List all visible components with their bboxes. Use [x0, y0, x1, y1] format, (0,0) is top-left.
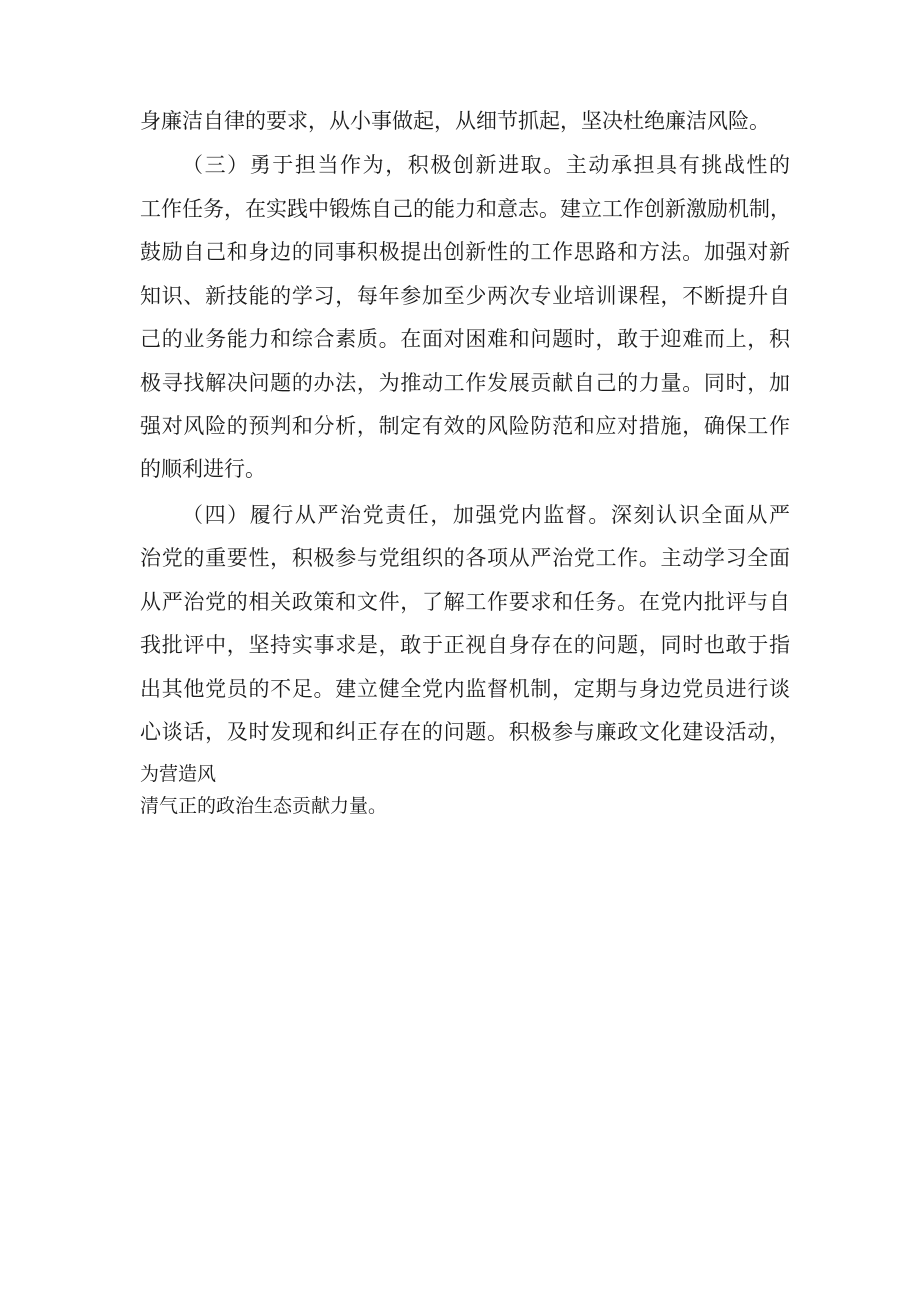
- paragraph-line: （四）履行从严治党责任，加强党内监督。深刻认识全面从严: [182, 503, 790, 527]
- paragraph-line: 鼓励自己和身边的同事积极提出创新性的工作思路和方法。加强对新: [140, 240, 790, 264]
- paragraph-line: 身廉洁自律的要求，从小事做起，从细节抓起，坚决杜绝廉洁风险。: [140, 109, 770, 133]
- paragraph-line: （三）勇于担当作为，积极创新进取。主动承担具有挑战性的: [182, 153, 790, 177]
- paragraph-line: 的顺利进行。: [140, 457, 266, 481]
- paragraph-line: 清气正的政治生态贡献力量。: [140, 795, 388, 817]
- paragraph-line: 我批评中，坚持实事求是，敢于正视自身存在的问题，同时也敢于指: [140, 633, 790, 657]
- paragraph-line: 出其他党员的不足。建立健全党内监督机制，定期与身边党员进行谈: [140, 677, 790, 701]
- paragraph-line: 心谈话，及时发现和纠正存在的问题。积极参与廉政文化建设活动，: [140, 720, 790, 744]
- paragraph-line: 极寻找解决问题的办法，为推动工作发展贡献自己的力量。同时，加: [140, 371, 790, 395]
- paragraph-line: 从严治党的相关政策和文件，了解工作要求和任务。在党内批评与自: [140, 590, 790, 614]
- paragraph-line: 工作任务，在实践中锻炼自己的能力和意志。建立工作创新激励机制，: [140, 197, 791, 221]
- paragraph-line: 治党的重要性，积极参与党组织的各项从严治党工作。主动学习全面: [140, 546, 790, 570]
- paragraph-line: 为营造风: [140, 763, 217, 785]
- paragraph-line: 知识、新技能的学习，每年参加至少两次专业培训课程，不断提升自: [140, 284, 790, 308]
- paragraph-line: 强对风险的预判和分析，制定有效的风险防范和应对措施，确保工作: [140, 414, 790, 438]
- paragraph-line: 己的业务能力和综合素质。在面对困难和问题时，敢于迎难而上，积: [140, 327, 790, 351]
